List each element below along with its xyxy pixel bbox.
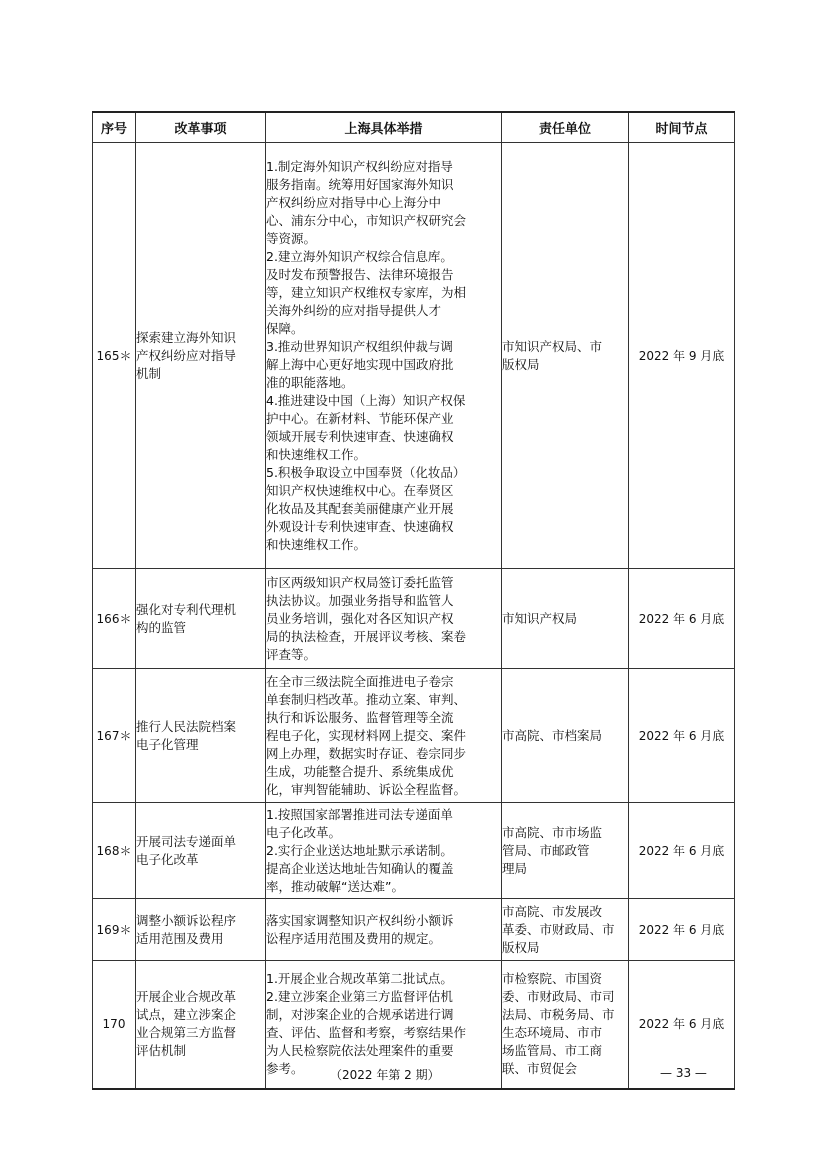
measure-line: 1.按照国家部署推进司法专递面单 xyxy=(266,806,453,822)
table-row xyxy=(93,669,735,803)
reform-item-line: 推行人民法院档案 xyxy=(136,718,237,734)
measure-line: 保障。 xyxy=(266,320,304,336)
measures-cell xyxy=(266,143,502,569)
header-reform-item: 改革事项 xyxy=(136,112,266,143)
time-node-cell: 2022 年 9 月底 xyxy=(629,143,735,569)
responsible-unit-cell xyxy=(502,569,629,669)
measure-line: 外观设计专利快速审查、快速确权 xyxy=(266,518,454,534)
measure-line: 1.制定海外知识产权纠纷应对指导 xyxy=(266,158,453,174)
measure-line: 及时发布预警报告、法律环境报告 xyxy=(266,266,454,282)
responsible-unit-cell xyxy=(502,803,629,899)
measure-line: 生成，功能整合提升、系统集成优 xyxy=(266,763,454,779)
measures-cell xyxy=(266,803,502,899)
time-node-cell: 2022 年 6 月底 xyxy=(629,569,735,669)
measure-line: 员业务培训，强化对各区知识产权 xyxy=(266,610,454,626)
serial-number-cell: 170 xyxy=(93,961,136,1089)
measure-line: 1.开展企业合规改革第二批试点。 xyxy=(266,971,453,987)
responsible-unit-cell xyxy=(502,669,629,803)
measure-line: 4.推进建设中国（上海）知识产权保 xyxy=(266,392,466,408)
measure-line: 电子化改革。 xyxy=(266,824,342,840)
header-time-node: 时间节点 xyxy=(629,112,735,143)
reform-item-line: 电子化管理 xyxy=(136,736,199,752)
measure-line: 解上海中心更好地实现中国政府批 xyxy=(266,356,454,372)
measure-line: 查、评估、监督和考察，考察结果作 xyxy=(266,1025,467,1041)
unit-line: 版权局 xyxy=(502,939,540,955)
measure-line: 执法协议。加强业务指导和监管人 xyxy=(266,592,454,608)
measure-line: 领域开展专利快速审查、快速确权 xyxy=(266,428,454,444)
reform-item-line: 构的监管 xyxy=(136,619,187,635)
reform-item-line: 产权纠纷应对指导 xyxy=(136,347,237,363)
unit-line: 委、市财政局、市司 xyxy=(502,989,615,1005)
footer-page-number: — 33 — xyxy=(660,1066,707,1080)
measure-line: 参考。 xyxy=(266,1061,304,1077)
unit-line: 生态环境局、市市 xyxy=(502,1025,603,1041)
unit-line: 市检察院、市国资 xyxy=(502,971,603,987)
measure-line: 化，审判智能辅助、诉讼全程监督。 xyxy=(266,781,467,797)
unit-line: 市知识产权局 xyxy=(502,610,578,626)
measure-line: 2.建立海外知识产权综合信息库。 xyxy=(266,248,453,264)
reform-item-cell xyxy=(136,803,266,899)
reform-item-line: 调整小额诉讼程序 xyxy=(136,912,237,928)
serial-number-cell: 168＊ xyxy=(93,803,136,899)
unit-line: 联、市贸促会 xyxy=(502,1061,578,1077)
measure-line: 等，建立知识产权维权专家库，为相 xyxy=(266,284,467,300)
measure-line: 讼程序适用范围及费用的规定。 xyxy=(266,930,442,946)
unit-line: 理局 xyxy=(502,860,528,876)
reform-item-line: 评估机制 xyxy=(136,1043,187,1059)
measure-line: 护中心。在新材料、节能环保产业 xyxy=(266,410,454,426)
unit-line: 市知识产权局、市 xyxy=(502,338,603,354)
measure-line: 单套制归档改革。推动立案、审判、 xyxy=(266,691,467,707)
time-node-cell: 2022 年 6 月底 xyxy=(629,899,735,961)
measure-line: 心、浦东分中心，市知识产权研究会 xyxy=(266,212,467,228)
reform-item-line: 强化对专利代理机 xyxy=(136,601,237,617)
measure-line: 知识产权快速维权中心。在奉贤区 xyxy=(266,482,454,498)
measure-line: 化妆品及其配套美丽健康产业开展 xyxy=(266,500,454,516)
table-row xyxy=(93,899,735,961)
responsible-unit-cell xyxy=(502,899,629,961)
reform-item-line: 适用范围及费用 xyxy=(136,930,224,946)
header-shanghai-measures: 上海具体举措 xyxy=(266,112,502,143)
reform-item-line: 探索建立海外知识 xyxy=(136,329,237,345)
reform-item-line: 开展企业合规改革 xyxy=(136,989,237,1005)
measure-line: 评查等。 xyxy=(266,646,317,662)
measure-line: 率，推动破解“送达难”。 xyxy=(266,878,404,894)
reform-item-cell xyxy=(136,961,266,1089)
serial-number-cell: 165＊ xyxy=(93,143,136,569)
unit-line: 市高院、市发展改 xyxy=(502,903,603,919)
measure-line: 3.推动世界知识产权组织仲裁与调 xyxy=(266,338,453,354)
footer-issue: （2022 年第 2 期） xyxy=(330,1068,440,1082)
reform-measures-table xyxy=(92,111,735,1090)
time-node-cell: 2022 年 6 月底 xyxy=(629,961,735,1089)
serial-number-cell: 169＊ xyxy=(93,899,136,961)
table-row xyxy=(93,143,735,569)
unit-line: 市高院、市档案局 xyxy=(502,727,603,743)
reform-item-line: 业合规第三方监督 xyxy=(136,1025,237,1041)
serial-number-cell: 167＊ xyxy=(93,669,136,803)
measure-line: 和快速维权工作。 xyxy=(266,446,367,462)
measure-line: 在全市三级法院全面推进电子卷宗 xyxy=(266,673,454,689)
reform-item-line: 机制 xyxy=(136,365,162,381)
measure-line: 等资源。 xyxy=(266,230,317,246)
measure-line: 市区两级知识产权局签订委托监管 xyxy=(266,574,454,590)
unit-line: 场监管局、市工商 xyxy=(502,1043,603,1059)
responsible-unit-cell xyxy=(502,143,629,569)
measure-line: 2.实行企业送达地址默示承诺制。 xyxy=(266,842,453,858)
responsible-unit-cell xyxy=(502,961,629,1089)
reform-item-cell xyxy=(136,569,266,669)
measure-line: 5.积极争取设立中国奉贤（化妆品） xyxy=(266,464,466,480)
serial-number-cell: 166＊ xyxy=(93,569,136,669)
measure-line: 和快速维权工作。 xyxy=(266,536,367,552)
measure-line: 执行和诉讼服务、监督管理等全流 xyxy=(266,709,454,725)
measure-line: 网上办理，数据实时存证、卷宗同步 xyxy=(266,745,467,761)
measure-line: 程电子化，实现材料网上提交、案件 xyxy=(266,727,467,743)
measure-line: 制，对涉案企业的合规承诺进行调 xyxy=(266,1007,454,1023)
unit-line: 版权局 xyxy=(502,356,540,372)
measure-line: 关海外纠纷的应对指导提供人才 xyxy=(266,302,442,318)
time-node-cell: 2022 年 6 月底 xyxy=(629,803,735,899)
measure-line: 服务指南。统筹用好国家海外知识 xyxy=(266,176,454,192)
measure-line: 落实国家调整知识产权纠纷小额诉 xyxy=(266,912,454,928)
measures-cell xyxy=(266,669,502,803)
measures-cell xyxy=(266,569,502,669)
table-header-row xyxy=(93,112,735,143)
measure-line: 提高企业送达地址告知确认的覆盖 xyxy=(266,860,454,876)
unit-line: 市高院、市市场监 xyxy=(502,824,603,840)
header-responsible-unit: 责任单位 xyxy=(502,112,629,143)
measure-line: 为人民检察院依法处理案件的重要 xyxy=(266,1043,454,1059)
table-row xyxy=(93,803,735,899)
measure-line: 产权纠纷应对指导中心上海分中 xyxy=(266,194,442,210)
table-body xyxy=(93,143,735,1089)
unit-line: 革委、市财政局、市 xyxy=(502,921,615,937)
reform-item-cell xyxy=(136,143,266,569)
reform-item-line: 开展司法专递面单 xyxy=(136,833,237,849)
time-node-cell: 2022 年 6 月底 xyxy=(629,669,735,803)
header-serial-no: 序号 xyxy=(93,112,136,143)
unit-line: 管局、市邮政管 xyxy=(502,842,590,858)
unit-line: 法局、市税务局、市 xyxy=(502,1007,615,1023)
reform-item-line: 试点，建立涉案企 xyxy=(136,1007,237,1023)
measure-line: 局的执法检查，开展评议考核、案卷 xyxy=(266,628,467,644)
measure-line: 准的职能落地。 xyxy=(266,374,354,390)
measure-line: 2.建立涉案企业第三方监督评估机 xyxy=(266,989,453,1005)
measures-cell xyxy=(266,899,502,961)
table-row xyxy=(93,569,735,669)
reform-item-line: 电子化改革 xyxy=(136,851,199,867)
reform-item-cell xyxy=(136,669,266,803)
reform-item-cell xyxy=(136,899,266,961)
